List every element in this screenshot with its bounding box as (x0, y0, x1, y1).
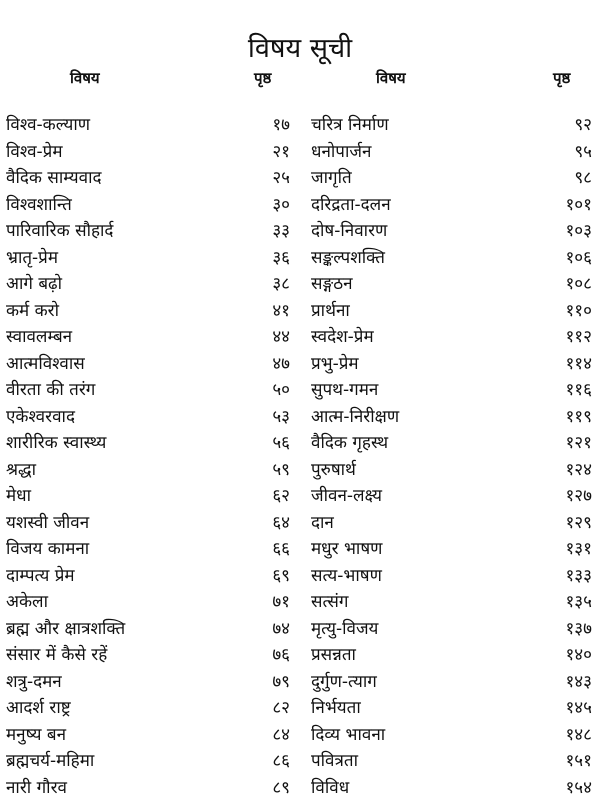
table-row (0, 483, 600, 510)
entry-page-right: १२४ (565, 457, 592, 484)
entry-subject-right: दोष-निवारण (311, 218, 387, 245)
entry-subject-right: सत्य-भाषण (311, 563, 382, 590)
entry-page-right: ९२ (574, 112, 592, 139)
entry-page-right: ११६ (565, 377, 592, 404)
entry-subject-right: प्रसन्नता (311, 642, 356, 669)
table-header (0, 68, 600, 92)
table-row (0, 404, 600, 431)
entry-subject-right: विविध (311, 775, 349, 801)
entry-subject-right: पवित्रता (311, 748, 358, 775)
entry-subject-left: वैदिक साम्यवाद (6, 165, 102, 192)
table-row (0, 351, 600, 378)
entry-page-right: ११२ (565, 324, 592, 351)
entry-page-right: १०३ (565, 218, 592, 245)
entry-page-left: ४४ (272, 324, 290, 351)
entry-subject-right: दान (311, 510, 334, 537)
entry-page-right: ११० (565, 298, 592, 325)
entry-subject-left: शारीरिक स्वास्थ्य (6, 430, 106, 457)
header-subject-left: विषय (70, 68, 100, 88)
entry-page-left: ८६ (272, 748, 290, 775)
entry-subject-left: स्वावलम्बन (6, 324, 72, 351)
table-row (0, 457, 600, 484)
table-row (0, 616, 600, 643)
entry-subject-right: प्रार्थना (311, 298, 350, 325)
entry-subject-left: मनुष्य बन (6, 722, 66, 749)
entry-page-right: १४० (565, 642, 592, 669)
entry-page-left: ५० (272, 377, 290, 404)
entry-page-right: ९५ (574, 139, 592, 166)
entry-subject-right: मधुर भाषण (311, 536, 382, 563)
entry-subject-right: निर्भयता (311, 695, 361, 722)
table-row (0, 139, 600, 166)
entry-page-left: ७६ (272, 642, 290, 669)
entry-subject-left: भ्रातृ-प्रेम (6, 245, 58, 272)
entry-subject-left: विश्वशान्ति (6, 192, 72, 219)
table-row (0, 775, 600, 801)
entry-page-right: १२१ (565, 430, 592, 457)
entry-page-right: १५१ (565, 748, 592, 775)
entry-page-left: ३३ (272, 218, 290, 245)
header-page-right: पृष्ठ (553, 68, 570, 88)
entry-page-left: ८२ (272, 695, 290, 722)
entry-page-right: १३३ (565, 563, 592, 590)
entry-page-right: १३५ (565, 589, 592, 616)
table-row (0, 245, 600, 272)
entry-page-left: ६४ (272, 510, 290, 537)
entry-subject-left: आत्मविश्वास (6, 351, 85, 378)
entry-subject-right: दरिद्रता-दलन (311, 192, 391, 219)
entry-page-left: ६६ (272, 536, 290, 563)
entry-page-left: ३८ (272, 271, 290, 298)
entry-subject-right: सुपथ-गमन (311, 377, 378, 404)
entry-subject-left: शत्रु-दमन (6, 669, 62, 696)
entry-subject-right: जीवन-लक्ष्य (311, 483, 382, 510)
entry-page-left: २५ (272, 165, 290, 192)
entry-subject-left: दाम्पत्य प्रेम (6, 563, 75, 590)
entry-subject-left: विश्व-कल्याण (6, 112, 90, 139)
entry-page-right: १०८ (565, 271, 592, 298)
entry-page-left: ६२ (272, 483, 290, 510)
entry-subject-left: ब्रह्म और क्षात्रशक्ति (6, 616, 125, 643)
table-row (0, 510, 600, 537)
entry-page-left: ५६ (272, 430, 290, 457)
entry-page-right: ९८ (574, 165, 592, 192)
table-row (0, 324, 600, 351)
entry-page-left: ६९ (272, 563, 290, 590)
entry-page-right: १४५ (565, 695, 592, 722)
entry-page-left: ७४ (272, 616, 290, 643)
header-page-left: पृष्ठ (254, 68, 271, 88)
entry-subject-left: संसार में कैसे रहें (6, 642, 107, 669)
entry-page-left: १७ (272, 112, 290, 139)
entry-page-right: १०६ (565, 245, 592, 272)
table-row (0, 695, 600, 722)
table-row (0, 192, 600, 219)
table-row (0, 430, 600, 457)
entry-subject-right: सत्संग (311, 589, 348, 616)
entry-subject-left: अकेला (6, 589, 48, 616)
entry-subject-right: प्रभु-प्रेम (311, 351, 359, 378)
entry-subject-left: श्रद्धा (6, 457, 36, 484)
entry-subject-right: पुरुषार्थ (311, 457, 356, 484)
entry-subject-left: यशस्वी जीवन (6, 510, 89, 537)
contents-list (0, 112, 600, 801)
entry-page-right: १०१ (565, 192, 592, 219)
entry-subject-left: पारिवारिक सौहार्द (6, 218, 113, 245)
entry-page-right: १४८ (565, 722, 592, 749)
entry-page-left: ८४ (272, 722, 290, 749)
entry-page-right: ११९ (565, 404, 592, 431)
page-title: विषय सूची (0, 28, 600, 65)
entry-page-right: १२७ (565, 483, 592, 510)
entry-page-right: १२९ (565, 510, 592, 537)
entry-subject-right: स्वदेश-प्रेम (311, 324, 374, 351)
table-row (0, 271, 600, 298)
entry-subject-right: वैदिक गृहस्थ (311, 430, 388, 457)
table-row (0, 748, 600, 775)
table-row (0, 563, 600, 590)
entry-subject-left: आगे बढ़ो (6, 271, 62, 298)
entry-subject-right: आत्म-निरीक्षण (311, 404, 399, 431)
table-row (0, 165, 600, 192)
entry-page-left: ५९ (272, 457, 290, 484)
entry-page-right: ११४ (565, 351, 592, 378)
entry-subject-left: विश्व-प्रेम (6, 139, 63, 166)
table-row (0, 722, 600, 749)
table-row (0, 642, 600, 669)
entry-subject-left: नारी गौरव (6, 775, 67, 801)
entry-page-left: ३६ (272, 245, 290, 272)
entry-page-left: ४१ (272, 298, 290, 325)
entry-subject-left: कर्म करो (6, 298, 59, 325)
entry-page-right: १४३ (565, 669, 592, 696)
table-row (0, 669, 600, 696)
entry-page-left: ४७ (272, 351, 290, 378)
entry-page-left: ५३ (272, 404, 290, 431)
entry-subject-left: वीरता की तरंग (6, 377, 95, 404)
entry-subject-right: चरित्र निर्माण (311, 112, 389, 139)
entry-subject-left: एकेश्वरवाद (6, 404, 75, 431)
table-row (0, 298, 600, 325)
entry-subject-right: दुर्गुण-त्याग (311, 669, 377, 696)
entry-subject-left: विजय कामना (6, 536, 89, 563)
entry-subject-right: धनोपार्जन (311, 139, 371, 166)
table-row (0, 218, 600, 245)
entry-page-left: ३० (272, 192, 290, 219)
entry-subject-right: सङ्गठन (311, 271, 353, 298)
table-row (0, 112, 600, 139)
entry-page-right: १५४ (565, 775, 592, 801)
entry-subject-left: ब्रह्मचर्य-महिमा (6, 748, 94, 775)
entry-page-left: ८९ (272, 775, 290, 801)
header-subject-right: विषय (376, 68, 406, 88)
entry-subject-right: मृत्यु-विजय (311, 616, 378, 643)
table-row (0, 536, 600, 563)
entry-page-left: ७९ (272, 669, 290, 696)
entry-page-right: १३७ (565, 616, 592, 643)
entry-page-right: १३१ (565, 536, 592, 563)
entry-subject-right: जागृति (311, 165, 352, 192)
entry-subject-right: दिव्य भावना (311, 722, 385, 749)
entry-subject-left: आदर्श राष्ट्र (6, 695, 71, 722)
table-row (0, 589, 600, 616)
entry-subject-right: सङ्कल्पशक्ति (311, 245, 385, 272)
entry-subject-left: मेधा (6, 483, 31, 510)
entry-page-left: २१ (272, 139, 290, 166)
entry-page-left: ७१ (272, 589, 290, 616)
table-row (0, 377, 600, 404)
